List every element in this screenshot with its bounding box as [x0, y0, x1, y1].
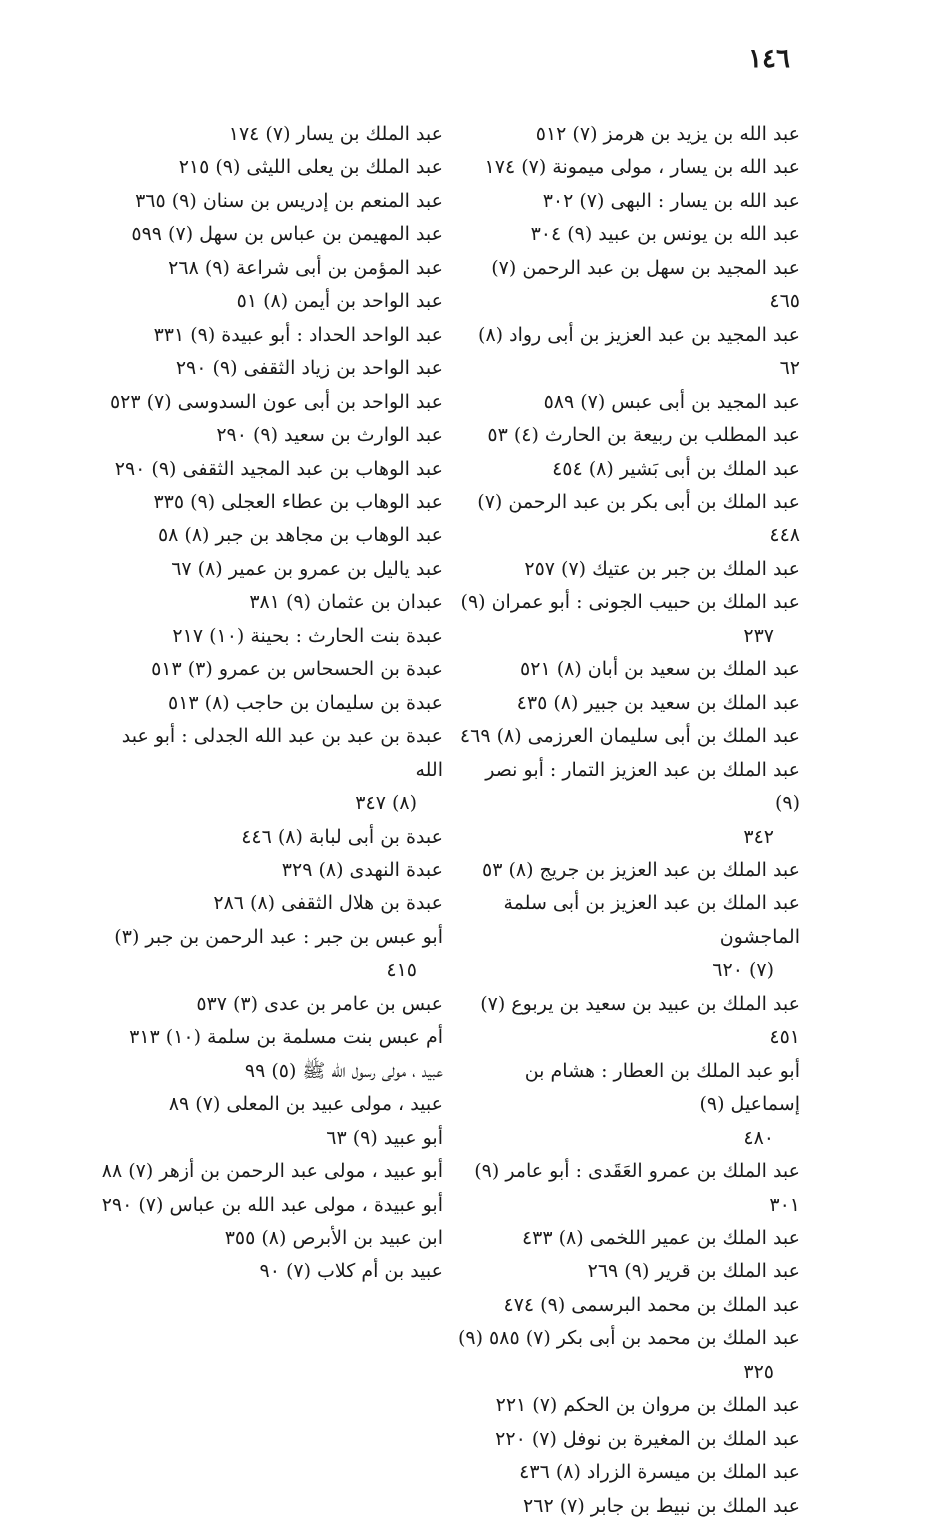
index-entry-text: عبدة بن عبد بن عبد الله الجدلى : أبو عبد الله	[121, 725, 443, 781]
index-entry	[95, 1021, 443, 1054]
index-entry-text: عبيد بن أم كلاب (٧) ٩٠	[259, 1260, 443, 1283]
index-entry-text: عبد الملك بن مروان بن الحكم (٧) ٢٢١	[495, 1394, 800, 1417]
index-entry	[455, 687, 800, 720]
index-entry	[455, 653, 800, 686]
index-entry	[455, 754, 800, 854]
index-entry-continuation: ٣٢٥	[743, 1360, 774, 1383]
index-entry	[455, 1423, 800, 1456]
index-entry	[95, 553, 443, 586]
index-entry	[455, 1055, 800, 1155]
index-entry	[455, 586, 800, 653]
index-entry	[455, 1222, 800, 1255]
index-entry-continuation: ٣٤٢	[743, 825, 774, 848]
index-entry-text: عبد الواحد بن أبى عون السدوسى (٧) ٥٢٣	[109, 390, 443, 413]
index-entry	[95, 386, 443, 419]
index-entry-text: عبد الواحد بن زياد الثقفى (٩) ٢٩٠	[175, 357, 443, 380]
index-entry	[455, 319, 800, 386]
index-entry	[95, 887, 443, 920]
index-entry	[455, 1289, 800, 1322]
index-entry-text: عبدة بن أبى لبابة (٨) ٤٤٦	[241, 825, 443, 848]
index-entry-text: عبدة بن هلال الثقفى (٨) ٢٨٦	[213, 892, 443, 915]
index-entry	[95, 586, 443, 619]
index-entry	[95, 1088, 443, 1121]
index-entry	[455, 218, 800, 251]
index-entry-text: عبدة بن الحسحاس بن عمرو (٣) ٥١٣	[151, 658, 443, 681]
index-entry-text: عبد الملك بن أبى بكر بن عبد الرحمن (٧) ٤٤٨	[477, 490, 800, 547]
index-entry	[95, 519, 443, 552]
index-entry	[455, 151, 800, 184]
index-entry-text: عبد الملك بن نبيط بن جابر (٧) ٢٦٢	[523, 1494, 800, 1517]
index-entry-text: عبدة بن سليمان بن حاجب (٨) ٥١٣	[167, 691, 443, 714]
index-entry-text: عبيد ، مولى عبيد بن المعلى (٧) ٨٩	[168, 1093, 443, 1116]
index-entry	[95, 319, 443, 352]
index-entry-text: عبد المهيمن بن عباس بن سهل (٧) ٥٩٩	[131, 223, 443, 246]
index-entry-text: أبو عبيد (٩) ٦٣	[326, 1126, 443, 1149]
index-entry-text: عبد الواحد الحداد : أبو عبيدة (٩) ٣٣١	[153, 323, 443, 346]
index-entry-continuation: (٨) ٣٤٧	[355, 792, 417, 815]
index-entry	[95, 821, 443, 854]
index-entry-continuation: ٤٨٠	[743, 1126, 774, 1149]
index-entry	[455, 419, 800, 452]
index-entry	[95, 653, 443, 686]
index-entry	[95, 687, 443, 720]
index-entry-text: عبد الوهاب بن مجاهد بن جبر (٨) ٥٨	[157, 524, 443, 547]
index-entry-text: عبد الله بن يسار ، مولى ميمونة (٧) ١٧٤	[484, 156, 800, 179]
index-entry	[95, 1055, 443, 1088]
index-entry	[455, 854, 800, 887]
index-entry-text: أبو عبد الملك بن العطار : هشام بن إسماعيل (٩)	[524, 1059, 800, 1116]
index-entry-text: عبد الملك بن أبى سليمان العرزمى (٨) ٤٦٩	[459, 725, 800, 748]
index-entry-text: عبيد ، مولى رسول الله ﷺ (٥) ٩٩	[244, 1059, 443, 1082]
index-entry-text: عبد المنعم بن إدريس بن سنان (٩) ٣٦٥	[135, 189, 443, 212]
index-entry	[95, 151, 443, 184]
index-entry-text: عبد ياليل بن عمرو بن عمير (٨) ٦٧	[171, 557, 443, 580]
index-entry-text: عبد الوهاب بن عطاء العجلى (٩) ٣٣٥	[153, 490, 443, 513]
index-column-right	[455, 118, 800, 1523]
index-entry	[455, 988, 800, 1055]
index-entry-continuation: ٤١٥	[386, 959, 417, 982]
index-entry	[455, 1389, 800, 1422]
index-entry	[95, 1222, 443, 1255]
index-column-left	[95, 118, 443, 1289]
index-entry-text: عبد الوارث بن سعيد (٩) ٢٩٠	[216, 424, 443, 447]
index-entry-text: أبو عبيد ، مولى عبد الرحمن بن أزهر (٧) ٨٨	[101, 1160, 443, 1183]
index-entry	[95, 218, 443, 251]
index-entry-text: ابن عبيد بن الأبرص (٨) ٣٥٥	[224, 1226, 443, 1249]
index-entry-text: عبد الله بن يزيد بن هرمز (٧) ٥١٢	[535, 123, 800, 145]
index-entry-text: عبد الملك بن حبيب الجونى : أبو عمران (٩)	[460, 591, 800, 614]
index-entry	[95, 720, 443, 820]
index-entry	[95, 1155, 443, 1188]
index-entry-text: عبد الملك بن ميسرة الزراد (٨) ٤٣٦	[519, 1461, 800, 1484]
index-entry	[455, 118, 800, 151]
index-entry	[455, 1456, 800, 1489]
index-entry-text: عبد الملك بن عبد العزيز التمار : أبو نصر (٩)	[485, 758, 800, 815]
index-entry	[455, 887, 800, 987]
index-entry-text: عبدة بنت الحارث : بحينة (١٠) ٢١٧	[172, 624, 443, 647]
index-entry-text: عبد الملك بن سعيد بن أبان (٨) ٥٢١	[520, 658, 800, 681]
index-entry	[95, 252, 443, 285]
index-entry-continuation: ٢٣٧	[743, 624, 774, 647]
index-entry-text: عبد الملك بن سعيد بن جبير (٨) ٤٣٥	[516, 691, 800, 714]
index-entry	[455, 486, 800, 553]
index-entry-text: عبدة النهدى (٨) ٣٢٩	[281, 858, 443, 881]
index-entry-text: أم عبس بنت مسلمة بن سلمة (١٠) ٣١٣	[129, 1026, 443, 1049]
index-entry-text: أبو عبس بن جبر : عبد الرحمن بن جبر (٣)	[114, 925, 443, 948]
index-entry	[455, 453, 800, 486]
index-entry-text: عبد الملك بن عمير اللخمى (٨) ٤٣٣	[521, 1226, 800, 1249]
index-entry-text: عبس بن عامر بن عدى (٣) ٥٣٧	[196, 992, 443, 1015]
index-entry-text: عبد الملك بن يسار (٧) ١٧٤	[228, 123, 443, 145]
index-entry-text: عبد الله بن يسار : البهى (٧) ٣٠٢	[542, 189, 800, 212]
index-entry	[95, 453, 443, 486]
index-entry	[455, 720, 800, 753]
index-entry-text: عبد الملك بن عمرو العَقَدى : أبو عامر (٩) ٣٠١	[474, 1160, 800, 1216]
index-entry-text: عبد المجيد بن أبى عبس (٧) ٥٨٩	[543, 390, 800, 413]
index-entry-text: عبد الملك بن جبر بن عتيك (٧) ٢٥٧	[524, 557, 800, 580]
index-entry	[95, 1122, 443, 1155]
index-entry	[95, 1255, 443, 1288]
index-entry-text: عبد المؤمن بن أبى شراعة (٩) ٢٦٨	[168, 256, 443, 279]
index-entry	[95, 285, 443, 318]
index-entry	[95, 854, 443, 887]
index-entry-text: عبد الله بن يونس بن عبيد (٩) ٣٠٤	[530, 223, 800, 246]
index-entry-text: عبد الملك بن محمد البرسمى (٩) ٤٧٤	[503, 1293, 800, 1316]
index-entry-text: عبد الوهاب بن عبد المجيد الثقفى (٩) ٢٩٠	[114, 457, 443, 480]
index-entry-text: عبدان بن عثمان (٩) ٣٨١	[249, 591, 443, 614]
index-entry-text: عبد الملك بن عبد العزيز بن جريج (٨) ٥٣	[482, 858, 800, 881]
index-entry-text: أبو عبيدة ، مولى عبد الله بن عباس (٧) ٢٩٠	[101, 1193, 443, 1216]
index-entry-text: عبد المجيد بن سهل بن عبد الرحمن (٧) ٤٦٥	[491, 256, 800, 313]
index-entry-text: عبد الملك بن يعلى الليثى (٩) ٢١٥	[178, 156, 443, 179]
index-entry-text: عبد الملك بن المغيرة بن نوفل (٧) ٢٢٠	[495, 1427, 800, 1450]
index-entry-text: عبد الملك بن أبى بَشير (٨) ٤٥٤	[552, 457, 800, 480]
index-entry-text: عبد الملك بن عبد العزيز بن أبى سلمة الماجشون	[503, 892, 800, 948]
index-entry	[455, 1155, 800, 1222]
index-entry	[95, 118, 443, 151]
index-entry-text: عبد الملك بن عبيد بن سعيد بن يربوع (٧) ٤٥١	[480, 992, 800, 1049]
index-entry	[455, 1255, 800, 1288]
index-entry	[95, 185, 443, 218]
index-entry	[455, 1322, 800, 1389]
index-entry	[95, 988, 443, 1021]
index-entry-text: عبد المطلب بن ربيعة بن الحارث (٤) ٥٣	[487, 424, 800, 447]
index-entry-continuation: (٧) ٦٢٠	[712, 959, 774, 982]
index-entry-text: عبد الواحد بن أيمن (٨) ٥١	[236, 290, 443, 313]
page-number: ١٤٦	[748, 44, 790, 74]
index-entry	[455, 386, 800, 419]
index-entry	[95, 1189, 443, 1222]
index-entry	[455, 185, 800, 218]
index-entry	[455, 553, 800, 586]
index-entry	[455, 252, 800, 319]
index-entry-text: عبد المجيد بن عبد العزيز بن أبى رواد (٨) ٦٢	[478, 323, 800, 380]
index-entry	[95, 486, 443, 519]
index-entry	[95, 352, 443, 385]
index-entry	[95, 921, 443, 988]
index-entry	[95, 419, 443, 452]
index-entry-text: عبد الملك بن قرير (٩) ٢٦٩	[587, 1260, 800, 1283]
index-entry-text: عبد الملك بن محمد بن أبى بكر (٧) ٥٨٥ (٩)	[457, 1327, 800, 1350]
index-entry	[95, 620, 443, 653]
index-entry	[455, 1490, 800, 1523]
